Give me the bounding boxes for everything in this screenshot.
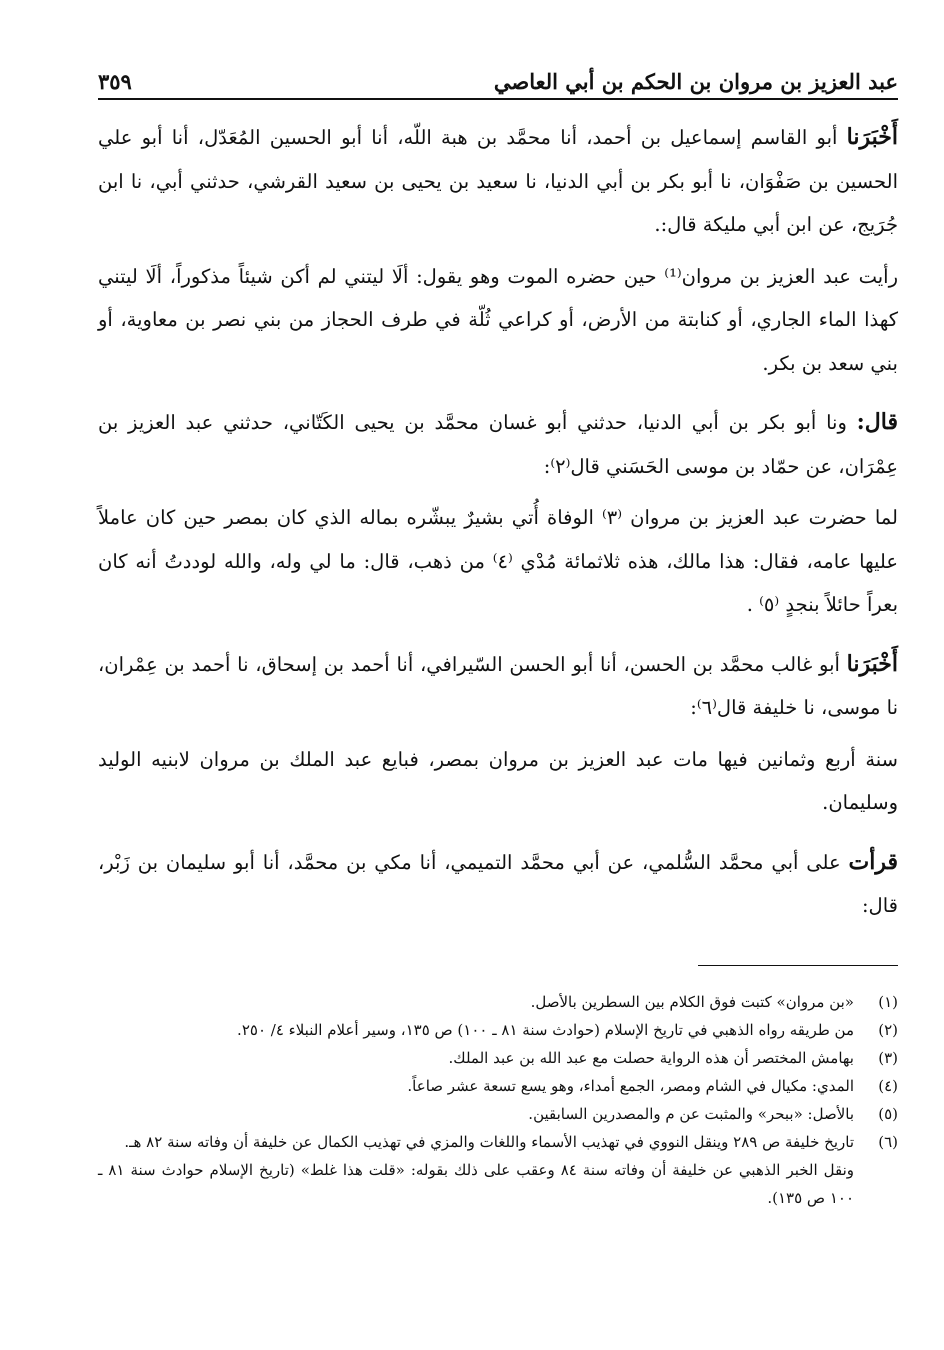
- paragraph-3-lead: قال:: [856, 409, 898, 435]
- paragraph-3-text: ونا أبو بكر بن أبي الدنيا، حدثني أبو غسان محمَّد بن يحيى الكَتّاني، حدثني عبد العزيز بن عِمْرَان، عن حمّاد بن موسى الحَسَني قال⁽٢⁾:: [98, 411, 898, 478]
- paragraph-5: [98, 643, 898, 730]
- paragraph-1-text: أبو القاسم إسماعيل بن أحمد، أنا محمَّد بن هبة اللّه، أنا أبو الحسين المُعَدّل، أنا أبو علي الحسين بن صَفْوَان، نا أبو بكر بن أبي الدنيا، نا سعيد بن يحيى بن سعيد القرشي، حدثني أبي، نا ابن جُرَيج، عن ابن أبي مليكة قال:.: [98, 126, 898, 236]
- paragraph-1: [98, 116, 898, 247]
- header-title: عبد العزيز بن مروان بن الحكم بن أبي العاصي: [493, 69, 898, 94]
- main-text: [98, 116, 898, 928]
- footnote-text: «بن مروان» كتبت فوق الكلام بين السطرين بالأصل.: [530, 993, 854, 1011]
- footnote-text: المدي: مكيال في الشام ومصر، الجمع أمداء، وهو يسع تسعة عشر صاعاً.: [407, 1077, 854, 1095]
- footnote-item: [98, 988, 898, 1016]
- footnote-number: (٦): [878, 1133, 898, 1151]
- paragraph-3: [98, 401, 898, 488]
- paragraph-7-lead: قرأت: [848, 848, 898, 875]
- footnote-text: بالأصل: «ببحر» والمثبت عن م والمصدرين السابقين.: [528, 1105, 854, 1123]
- paragraph-6-text: سنة أربع وثمانين فيها مات عبد العزيز بن مروان بمصر، فبايع عبد الملك بن مروان لابنيه الوليد وسليمان.: [98, 747, 898, 814]
- footnote-number: (١): [878, 993, 898, 1011]
- footnote-item: [98, 1100, 898, 1128]
- footnote-item: [98, 1128, 898, 1156]
- paragraph-5-lead: أَخْبَرَنا: [846, 650, 898, 677]
- footnote-text: من طريقه رواه الذهبي في تاريخ الإسلام (حوادث سنة ٨١ ـ ١٠٠) ص ١٣٥، وسير أعلام النبلاء ٤/ ٢٥٠.: [237, 1021, 854, 1039]
- running-header: [98, 58, 898, 100]
- footnote-number: (٤): [878, 1077, 898, 1095]
- paragraph-7-text: على أبي محمَّد السُّلمي، عن أبي محمَّد التميمي، أنا مكي بن محمَّد، أنا أبو سليمان بن زَبْر، قال:: [98, 850, 898, 917]
- footnote-text: تاريخ خليفة ص ٢٨٩ وينقل النووي في تهذيب الأسماء واللغات والمزي في تهذيب الكمال عن خليفة أن وفاته سنة ٨٢ هـ.: [124, 1133, 854, 1151]
- footnote-number: (٣): [878, 1049, 898, 1067]
- footnote-continuation: ونقل الخبر الذهبي عن خليفة أن وفاته سنة ٨٤ وعقب على ذلك بقوله: «قلت هذا غلط» (تاريخ الإسلام حوادث سنة ٨١ ـ ١٠٠ ص ١٣٥).: [98, 1161, 854, 1207]
- paragraph-1-lead: أَخْبَرَنا: [846, 124, 898, 150]
- paragraph-4-text: لما حضرت عبد العزيز بن مروان ⁽٣⁾ الوفاة أُتي بشيرٌ يبشّره بماله الذي كان بمصر حين كان عاملاً عليها عامه، فقال: هذا مالك، هذه ثلاثمائة مُدْي ⁽٤⁾ من ذهب، قال: ما لي وله، والله لوددتُ أنه كان بعراً حائلاً بنجدٍ ⁽٥⁾ .: [98, 506, 898, 616]
- footnote-item: [98, 1072, 898, 1100]
- paragraph-2-text: رأيت عبد العزيز بن مروان⁽¹⁾ حين حضره الموت وهو يقول: ألَا ليتني لم أكن شيئاً مذكوراً، ألَا ليتني كهذا الماء الجاري، أو كنابتة من الأرض، أو كراعي ثُلّة في طرف الحجاز من بني نصر بن معاوية، أو بني سعد بن بكر.: [98, 264, 899, 375]
- footnote-separator: [698, 965, 898, 966]
- footnote-item: [98, 1044, 898, 1072]
- footnote-item: [98, 1016, 898, 1044]
- paragraph-5-text: أبو غالب محمَّد بن الحسن، أنا أبو الحسن السّيرافي، أنا أحمد بن إسحاق، نا أحمد بن عِمْران، نا موسى، نا خليفة قال⁽٦⁾:: [98, 652, 898, 719]
- paragraph-6: [98, 738, 898, 825]
- footnotes: [98, 988, 898, 1212]
- paragraph-7: [98, 841, 898, 928]
- paragraph-4: [98, 496, 898, 627]
- page-number: ٣٥٩: [98, 69, 132, 94]
- footnote-text: بهامش المختصر أن هذه الرواية حصلت مع عبد الله بن عبد الملك.: [448, 1049, 854, 1067]
- footnote-number: (٥): [878, 1105, 898, 1123]
- footnote-number: (٢): [878, 1021, 898, 1039]
- paragraph-2: [98, 255, 898, 386]
